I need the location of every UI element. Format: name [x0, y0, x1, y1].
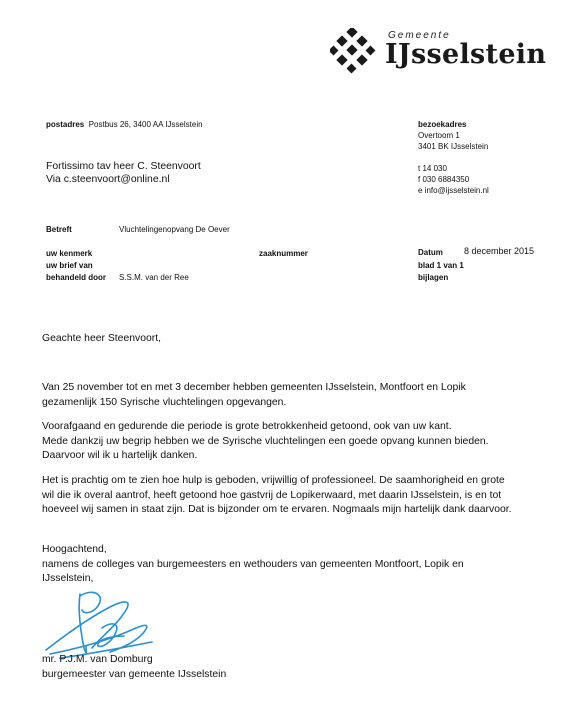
- betreft-label: Betreft: [46, 225, 72, 234]
- visit-address-line1: Overtoom 1: [418, 131, 460, 140]
- behandeld-value: S.S.M. van der Ree: [119, 273, 189, 282]
- behandeld-label: behandeld door: [46, 273, 106, 282]
- salutation: Geachte heer Steenvoort,: [42, 333, 161, 344]
- betreft-value: Vluchtelingenopvang De Oever: [119, 225, 230, 234]
- paragraph-1-line-2: gezamenlijk 150 Syrische vluchtelingen opgevangen.: [42, 396, 287, 408]
- recipient-line2: Via c.steenvoort@online.nl: [46, 174, 170, 185]
- paragraph-2-line-3: Daarvoor wil ik u hartelijk danken.: [42, 450, 198, 462]
- visit-phone: t 14 030: [418, 164, 447, 173]
- closing-block: [42, 543, 542, 587]
- signer-block: [42, 653, 542, 682]
- paragraph-1-line-1: Van 25 november tot en met 3 december hebben gemeenten IJsselstein, Montfoort en Lopik: [42, 382, 466, 393]
- paragraph-3-line-2: wil die ik overal aantrof, heeft getoond hoe gastvrij de Lopikerwaard, met daarin IJsselstein, is en tot: [42, 489, 502, 501]
- signer-title: burgemeester van gemeente IJsselstein: [42, 668, 227, 680]
- recipient-block: [46, 160, 201, 186]
- paragraph-2-line-2: Mede dankzij uw begrip hebben we de Syrische vluchtelingen een goede opvang kunnen bieden.: [42, 435, 489, 447]
- paragraph-3: [42, 474, 542, 518]
- postadres-label: postadres: [46, 120, 85, 129]
- visit-address-label: bezoekadres: [418, 120, 467, 129]
- datum-label: Datum: [418, 248, 443, 257]
- paragraph-2: [42, 420, 542, 464]
- visit-address-block: [418, 119, 489, 196]
- datum-value: 8 december 2015: [464, 246, 535, 256]
- recipient-line1: Fortissimo tav heer C. Steenvoort: [46, 161, 201, 172]
- postadres-line: [46, 119, 203, 130]
- logo-checker-mark: [330, 28, 376, 74]
- paragraph-1: [42, 381, 542, 410]
- visit-address-line2: 3401 BK IJsselstein: [418, 142, 489, 151]
- logo-small-text: Gemeente: [388, 30, 451, 41]
- postadres-value: Postbus 26, 3400 AA IJsselstein: [88, 120, 203, 129]
- closing-line-3: IJsselstein,: [42, 573, 94, 585]
- paragraph-3-line-3: hoeveel wij samen in staat zijn. Dat is bijzonder om te ervaren. Nogmaals mijn hartelijk dank daarvoor.: [42, 504, 512, 516]
- uw-kenmerk-label: uw kenmerk: [46, 249, 93, 258]
- blad-text: blad 1 van 1: [418, 261, 464, 270]
- logo-big-text: IJsselstein: [385, 39, 547, 70]
- visit-email: e info@ijsselstein.nl: [418, 186, 489, 195]
- paragraph-3-line-1: Het is prachtig om te zien hoe hulp is geboden, vrijwillig of professioneel. De saamhorigheid en grote: [42, 475, 505, 486]
- uw-brief-label: uw brief van: [46, 261, 93, 270]
- zaaknummer-label: zaaknummer: [259, 249, 308, 258]
- municipality-logo: [330, 26, 547, 76]
- handwritten-signature: [40, 588, 160, 660]
- closing-line-2: namens de colleges van burgemeesters en wethouders van gemeenten Montfoort, Lopik en: [42, 558, 464, 570]
- signer-name: mr. P.J.M. van Domburg: [42, 654, 153, 665]
- paragraph-2-line-1: Voorafgaand en gedurende die periode is grote betrokkenheid getoond, ook van uw kant.: [42, 421, 452, 432]
- visit-fax: f 030 6884350: [418, 175, 470, 184]
- bijlagen-label: bijlagen: [418, 273, 449, 282]
- closing-greeting: Hoogachtend,: [42, 544, 107, 555]
